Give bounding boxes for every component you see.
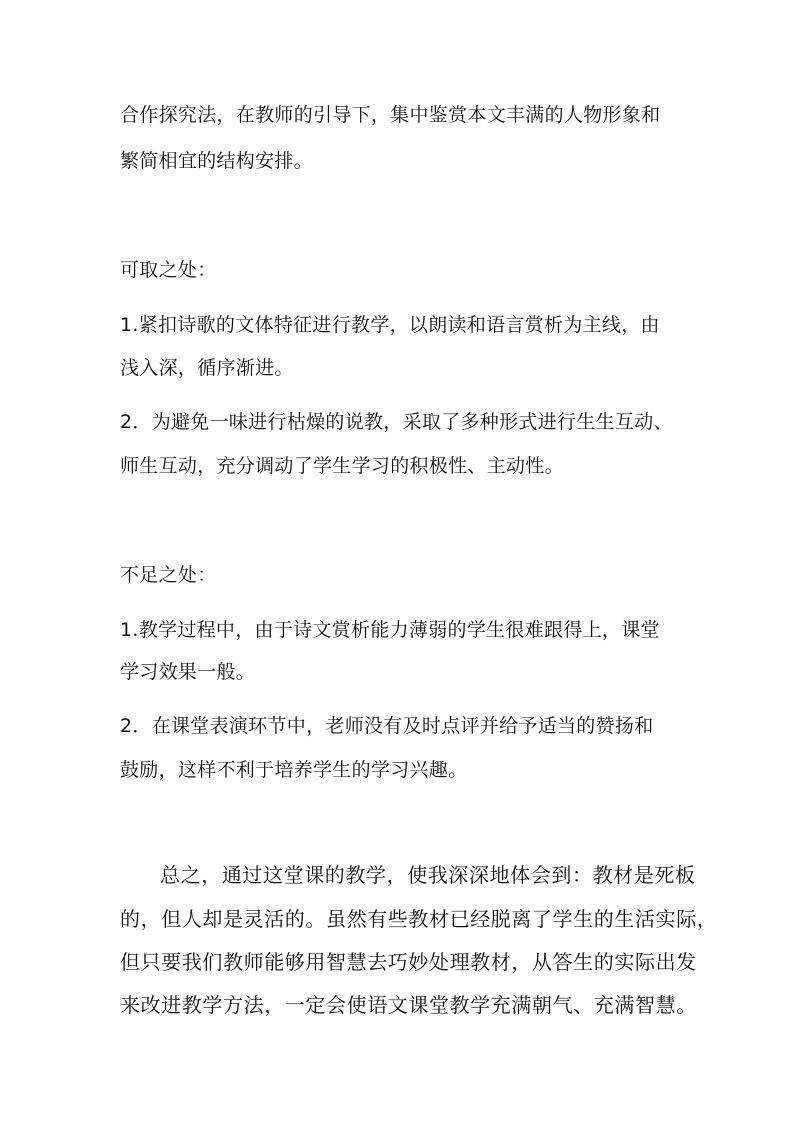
strengths-heading: 可取之处： [120,259,217,281]
conclusion-line-1: 总之，通过这堂课的教学，使我深深地体会到：教材是死板 [160,863,696,887]
weaknesses-heading: 不足之处： [120,564,217,586]
weaknesses-item-2-line-2: 鼓励，这样不利于培养学生的学习兴趣。 [120,759,468,781]
strengths-item-2-line-2: 师生互动，充分调动了学生学习的积极性、主动性。 [120,455,564,477]
weaknesses-item-2-line-1: 2．在课堂表演环节中，老师没有及时点评并给予适当的赞扬和 [120,715,654,737]
conclusion-line-3: 但只要我们教师能够用智慧去巧妙处理教材，从答生的实际出发 [120,950,697,974]
intro-line-2: 繁简相宜的结构安排。 [120,150,314,172]
strengths-item-1-line-2: 浅入深，循序渐进。 [120,357,294,379]
strengths-item-2-line-1: 2．为避免一味进行枯燥的说教，采取了多种形式进行生生互动、 [120,411,673,433]
strengths-item-1-line-1: 1.紧扣诗歌的文体特征进行教学，以朗读和语言赏析为主线，由 [120,314,660,336]
conclusion-line-2: 的，但人却是灵活的。虽然有些教材已经脱离了学生的生活实际， [120,907,718,931]
weaknesses-item-1-line-1: 1.教学过程中，由于诗文赏析能力薄弱的学生很难跟得上，课堂 [120,619,660,641]
conclusion-line-4: 来改进教学方法，一定会使语文课堂教学充满朝气、充满智慧。 [120,993,697,1017]
intro-line-1: 合作探究法，在教师的引导下，集中鉴赏本文丰满的人物形象和 [120,104,661,126]
weaknesses-item-1-line-2: 学习效果一般。 [120,661,256,683]
